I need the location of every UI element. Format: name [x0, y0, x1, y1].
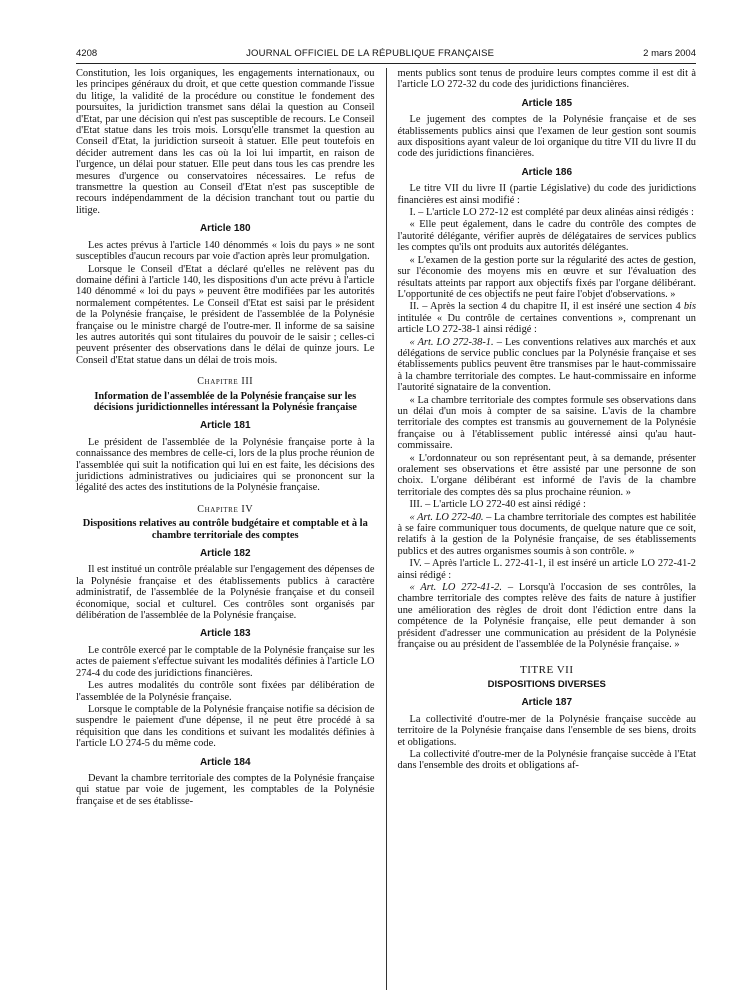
journal-title: JOURNAL OFFICIEL DE LA RÉPUBLIQUE FRANÇAISE: [246, 47, 495, 59]
paragraph: « La chambre territoriale des comptes formule ses observations dans un délai d'un mois à compter de sa saisine. L'avis de la chambre territoriale des comptes est transmis au gouvernement de la Polynésie française ou à l'établissement public intéressé ainsi qu'au haut-commissaire.: [397, 394, 696, 452]
text-run: II. – Après la section 4 du chapitre II, il est inséré une section 4: [409, 301, 684, 313]
chapter-label: Chapitre IV: [197, 503, 254, 515]
page-number: 4208: [76, 47, 98, 59]
chapter-label: Chapitre III: [197, 376, 254, 388]
paragraph: Le président de l'assemblée de la Polynésie française porte à la connaissance des membres de celle-ci, lors de la plus proche réunion de l'assemblée qui suit la notification qui lui en est faite, les décisions des juridictions administratives ou judiciaires qui se prononcent sur la légalité des actes des institutions de la Polynésie française.: [76, 436, 375, 494]
paragraph: Il est institué un contrôle préalable sur l'engagement des dépenses de la Polynésie française et des établissements publics à caractère administratif, de l'assemblée de la Polynésie française et du conseil économique, social et culturel. Ces contrôles sont organisés par délibération de l'assemblée de la Polynésie française.: [76, 564, 375, 622]
article-reference: « Art. LO 272-41-2.: [409, 582, 502, 594]
paragraph: Les actes prévus à l'article 140 dénommés « lois du pays » ne sont susceptibles d'aucun recours par voie d'action après leur promulgation.: [76, 239, 375, 263]
article-reference: « Art. LO 272-40.: [409, 511, 484, 523]
paragraph: [398, 512, 697, 558]
article-heading: Article 180: [199, 223, 251, 235]
text-columns: [76, 68, 696, 990]
paragraph: Devant la chambre territoriale des comptes de la Polynésie française qui statue par voie de jugement, les comptables de la Polynésie française et de ses établisse-: [76, 772, 375, 807]
article-heading: Article 185: [521, 97, 573, 109]
article-heading: Article 186: [521, 166, 573, 178]
article-heading: Article 184: [199, 756, 251, 768]
chapter-title: Dispositions relatives au contrôle budgétaire et comptable et à la chambre territoriale des comptes: [82, 518, 368, 541]
article-heading: Article 182: [199, 548, 251, 560]
paragraph: ments publics sont tenus de produire leurs comptes comme il est dit à l'article LO 272-32 du code des juridictions financières.: [397, 68, 696, 91]
paragraph: Lorsque le comptable de la Polynésie française notifie sa décision de suspendre le paiement d'une dépense, il ne peut être procédé à sa réquisition que dans les conditions et suivant les modalités définies à l'article LO 274-5 du même code.: [76, 703, 375, 750]
paragraph: « L'examen de la gestion porte sur la régularité des actes de gestion, sur l'économie des moyens mis en œuvre et sur l'évaluation des résultats atteints par rapport aux objectifs fixés par l'organe délibérant. L'opportunité de ces objectifs ne peut faire l'objet d'observations. »: [397, 254, 696, 300]
paragraph: [398, 582, 697, 650]
text-run: intitulée « Du contrôle de certaines conventions », comprenant un article LO 272-38-1 ainsi rédigé :: [397, 312, 696, 336]
italic-run: bis: [683, 301, 696, 313]
paragraph: Le contrôle exercé par le comptable de la Polynésie française sur les actes de paiement s'effectue suivant les modalités définies à l'article LO 274-4 du code des juridictions financières.: [76, 644, 375, 679]
left-column: [76, 68, 386, 990]
text-run: – La chambre territoriale des comptes est habilitée à se faire communiquer tous documents, de quelque nature que ce soit, relatifs à la gestion de la Polynésie française, de ses établissements publics et des autres organismes soumis à son contrôle. »: [397, 511, 697, 557]
publication-date: 2 mars 2004: [643, 47, 696, 59]
title-heading: DISPOSITIONS DIVERSES: [487, 678, 606, 690]
paragraph: « Elle peut également, dans le cadre du contrôle des comptes de l'autorité délégante, vérifier auprès de délégataires de services publics les comptes qu'ils ont produits aux autorités délégantes.: [397, 219, 696, 254]
paragraph: Les autres modalités du contrôle sont fixées par délibération de l'assemblée de la Polynésie française.: [76, 680, 375, 703]
paragraph: La collectivité d'outre-mer de la Polynésie française succède à l'Etat dans l'ensemble des droits et obligations af-: [397, 748, 696, 772]
article-reference: « Art. LO 272-38-1.: [409, 336, 494, 348]
paragraph: [398, 337, 697, 394]
paragraph: Le jugement des comptes de la Polynésie française et de ses établissements publics ainsi que l'examen de leur gestion sont soumis aux dispositions ayant valeur de loi organique du titre VII du livre II du code des juridictions financières.: [397, 114, 696, 160]
paragraph: IV. – Après l'article L. 272-41-1, il est inséré un article LO 272-41-2 ainsi rédigé :: [397, 558, 696, 581]
paragraph: « L'ordonnateur ou son représentant peut, à sa demande, présenter oralement ses observations et être assisté par une personne de son choix. L'organe délibérant est informé de l'avis de la chambre territoriale des comptes dès sa plus prochaine réunion. »: [397, 452, 696, 498]
paragraph: Le titre VII du livre II (partie Législative) du code des juridictions financières est ainsi modifié :: [397, 183, 696, 206]
page-header: [76, 46, 696, 64]
paragraph: [398, 301, 697, 335]
chapter-title: Information de l'assemblée de la Polynésie française sur les décisions juridictionnelles intéressant la Polynésie française: [93, 390, 357, 413]
paragraph: I. – L'article LO 272-12 est complété par deux alinéas ainsi rédigés :: [409, 207, 694, 219]
article-heading: Article 181: [199, 420, 251, 432]
paragraph: Constitution, les lois organiques, les engagements internationaux, ou les principes généraux du droit, et que cette question commande l'issue du litige, la validité de la procédure ou constitue le fondement des poursuites, la juridiction transmet sans délai la question au Conseil d'Etat, par une décision qui n'est pas susceptible de recours. Le Conseil d'Etat statue dans les trois mois. Lorsqu'elle transmet la question au Conseil d'Etat, la juridiction surseoit à statuer. Elle peut toutefois en décider autrement dans les cas où la loi lui impartit, en raison de l'urgence, un délai pour statuer. Elle peut dans tous les cas prendre les mesures d'urgence ou conservatoires nécessaires. Le refus de transmettre la question au Conseil d'Etat n'est pas susceptible de recours indépendamment de la décision tranchant tout ou partie du litige.: [76, 68, 375, 216]
paragraph: Lorsque le Conseil d'Etat a déclaré qu'elles ne relèvent pas du domaine défini à l'article 140, les dispositions d'un acte prévu à l'article 140 dénommé « loi du pays » peuvent être modifiées par les autorités normalement compétentes. Le Conseil d'Etat est saisi par le président de la Polynésie française, le président de l'assemblée de la Polynésie française ou le ministre chargé de l'outre-mer. Il informe de sa saisine les autres autorités qui sont titulaires du pouvoir de le saisir ; celles-ci peuvent présenter des observations dans le délai de quinze jours. Le Conseil d'Etat statue dans un délai de trois mois.: [76, 263, 375, 366]
text-run: – Lorsqu'à l'occasion de ses contrôles, la chambre territoriale des comptes relève des faits de nature à justifier une amélioration des règles de droit dont l'édiction entre dans la compétence de la Polynésie française, elle peut demander à son président d'adresser une communication au président de la Polynésie française ou au président de l'assemblée de la Polynésie française. »: [397, 582, 696, 651]
paragraph: La collectivité d'outre-mer de la Polynésie française succède au territoire de la Polynésie française dans l'ensemble de ses biens, droits et obligations.: [397, 713, 696, 748]
article-heading: Article 183: [199, 628, 251, 640]
text-run: – Les conventions relatives aux marchés et aux délégations de service public conclues par la Polynésie française et ses établissements publics peuvent être transmises par le haut-commissaire à la chambre territoriale des comptes. Le haut-commissaire en informe l'autorité signataire de la convention.: [397, 336, 696, 394]
article-heading: Article 187: [521, 697, 573, 709]
paragraph: III. – L'article LO 272-40 est ainsi rédigé :: [409, 499, 586, 511]
right-column: [386, 68, 697, 990]
title-label: TITRE VII: [520, 663, 574, 676]
